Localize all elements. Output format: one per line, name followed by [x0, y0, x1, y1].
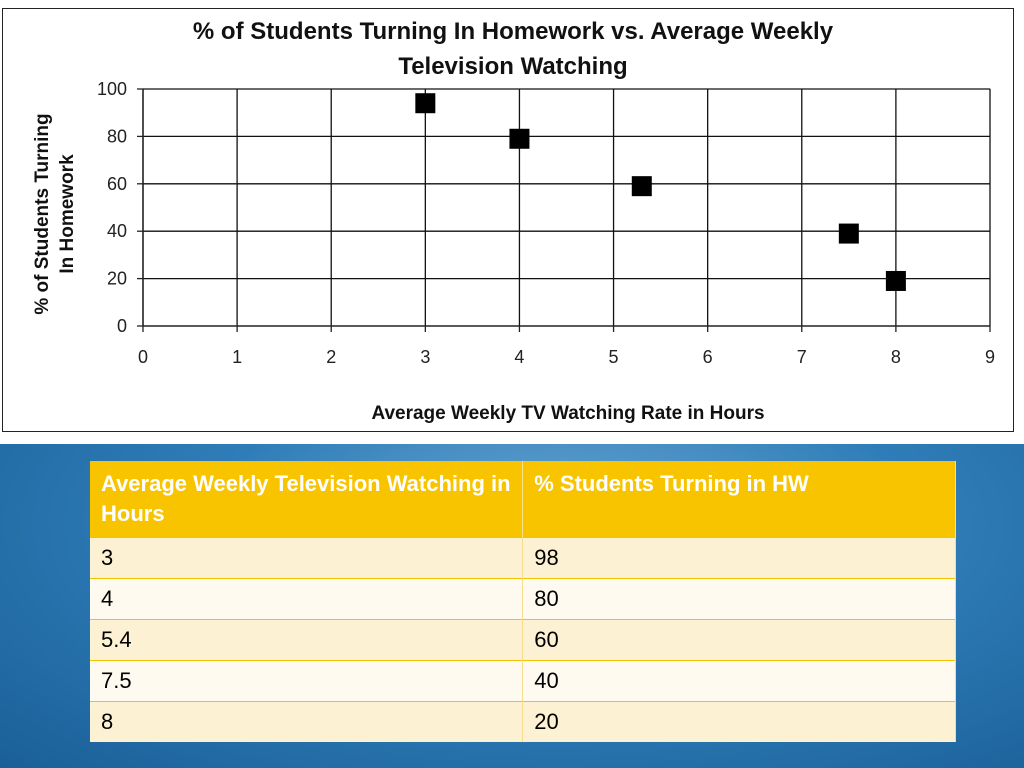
table-row	[90, 538, 956, 579]
cell-percent: 80	[523, 579, 956, 620]
table-row	[90, 702, 956, 743]
scatter-point	[415, 93, 435, 113]
chart-title-line-2: Television Watching	[398, 53, 628, 80]
cell-percent: 40	[523, 661, 956, 702]
y-tick-label: 60	[106, 173, 127, 194]
cell-percent: 98	[523, 538, 956, 579]
x-tick-label: 2	[326, 347, 337, 367]
y-tick-label: 40	[106, 221, 127, 242]
x-tick-label: 7	[796, 347, 807, 367]
y-axis-label	[32, 113, 78, 314]
cell-hours: 7.5	[90, 661, 523, 702]
chart-title-line-1: % of Students Turning In Homework vs. Average Weekly	[192, 18, 834, 45]
x-tick-label: 9	[984, 347, 996, 367]
table-row	[90, 579, 956, 620]
x-axis-label: Average Weekly TV Watching Rate in Hours	[371, 403, 765, 424]
table-header-row	[90, 461, 956, 538]
header-tv-hours: Average Weekly Television Watching in Hours	[90, 461, 523, 538]
table-row	[90, 620, 956, 661]
y-axis-label-line-1: % of Students Turning	[32, 113, 53, 315]
x-tick-label: 6	[702, 347, 713, 367]
scatter-point	[509, 129, 529, 149]
y-tick-label: 100	[96, 79, 127, 99]
scatter-point	[886, 271, 906, 291]
x-tick-label: 8	[890, 347, 901, 367]
cell-hours: 3	[90, 538, 523, 579]
data-table	[90, 461, 956, 742]
x-tick-label: 3	[420, 347, 431, 367]
y-axis-label-line-2: In Homework	[57, 154, 78, 274]
header-percent-hw: % Students Turning in HW	[523, 461, 956, 538]
y-tick-label: 0	[116, 316, 127, 336]
x-tick-label: 1	[232, 347, 243, 367]
axes	[137, 89, 990, 332]
grid	[143, 89, 990, 326]
x-tick-label: 5	[608, 347, 619, 367]
table-panel	[0, 444, 1024, 768]
cell-hours: 5.4	[90, 620, 523, 661]
table-row	[90, 661, 956, 702]
scatter-point	[839, 224, 859, 244]
cell-hours: 4	[90, 579, 523, 620]
chart-panel	[2, 8, 1014, 432]
y-tick-label: 80	[106, 126, 127, 147]
x-tick-label: 0	[137, 347, 149, 367]
x-tick-label: 4	[514, 347, 525, 367]
cell-hours: 8	[90, 702, 523, 743]
scatter-point	[632, 176, 652, 196]
plot-area-frame	[143, 89, 990, 326]
y-tick-label: 20	[106, 268, 127, 289]
data-points	[415, 93, 906, 291]
tick-labels	[97, 79, 995, 367]
scatter-chart	[3, 9, 1013, 431]
cell-percent: 20	[523, 702, 956, 743]
cell-percent: 60	[523, 620, 956, 661]
